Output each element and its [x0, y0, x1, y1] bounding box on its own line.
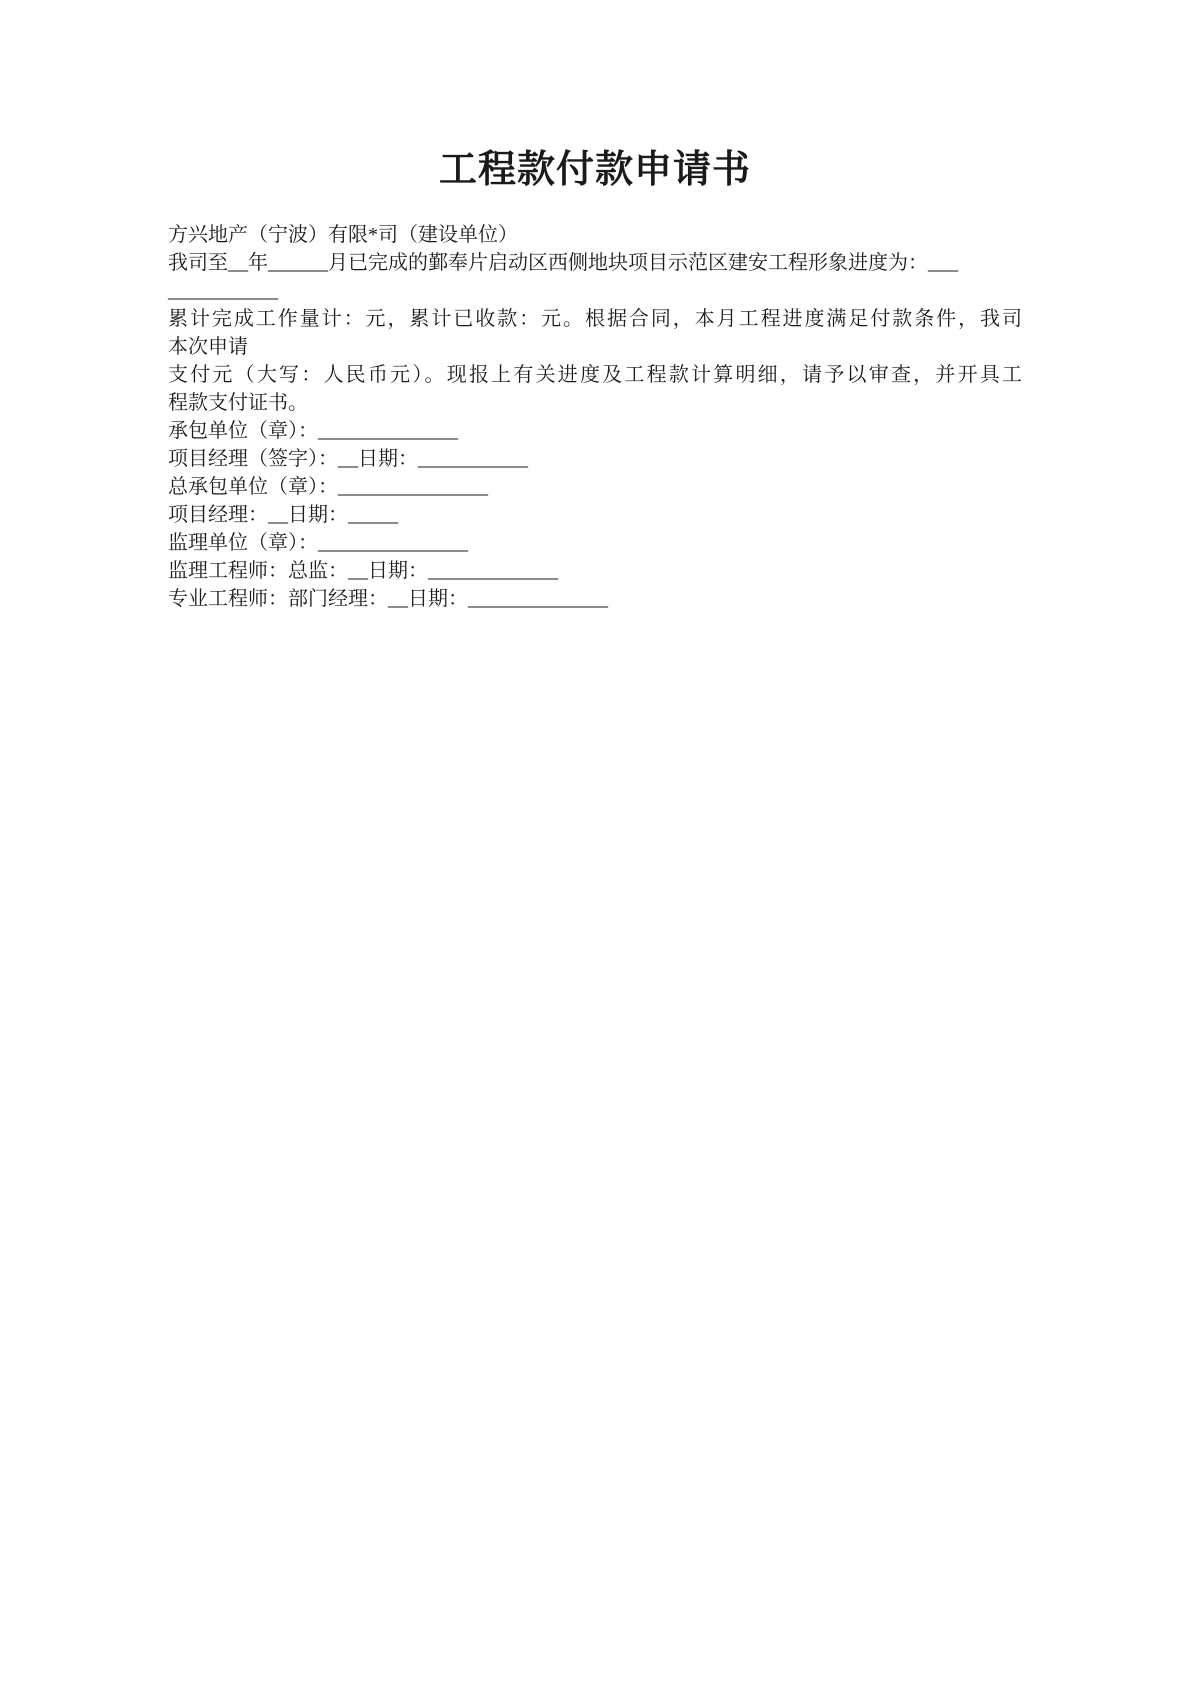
progress-statement-line: 我司至__年______月已完成的鄞奉片启动区西侧地块项目示范区建安工程形象进度为：___ [168, 252, 958, 274]
project-manager-date-line: 项目经理：__日期：_____ [168, 504, 398, 526]
payment-request-line: 支付元（大写：人民币元）。现报上有关进度及工程款计算明细，请予以审查，并开具工 [168, 364, 1022, 386]
applicant-company-line: 方兴地产（宁波）有限*司（建设单位） [168, 224, 518, 246]
document-body [168, 221, 1022, 613]
contractor-seal-line: 承包单位（章）：______________ [168, 420, 458, 442]
document-title: 工程款付款申请书 [438, 149, 751, 191]
application-line: 本次申请 [168, 336, 248, 358]
payment-certificate-line: 程款支付证书。 [168, 392, 308, 414]
supervisor-unit-seal-line: 监理单位（章）：_______________ [168, 532, 468, 554]
project-manager-sign-line: 项目经理（签字）：__日期：___________ [168, 448, 528, 470]
cumulative-amount-line: 累计完成工作量计：元，累计已收款：元。根据合同，本月工程进度满足付款条件，我司 [168, 308, 1022, 330]
blank-fill-line: ___________ [168, 280, 278, 302]
supervising-engineer-line: 监理工程师：总监：__日期：_____________ [168, 560, 558, 582]
specialty-engineer-line: 专业工程师：部门经理：__日期：______________ [168, 588, 608, 610]
general-contractor-seal-line: 总承包单位（章）：_______________ [168, 476, 488, 498]
